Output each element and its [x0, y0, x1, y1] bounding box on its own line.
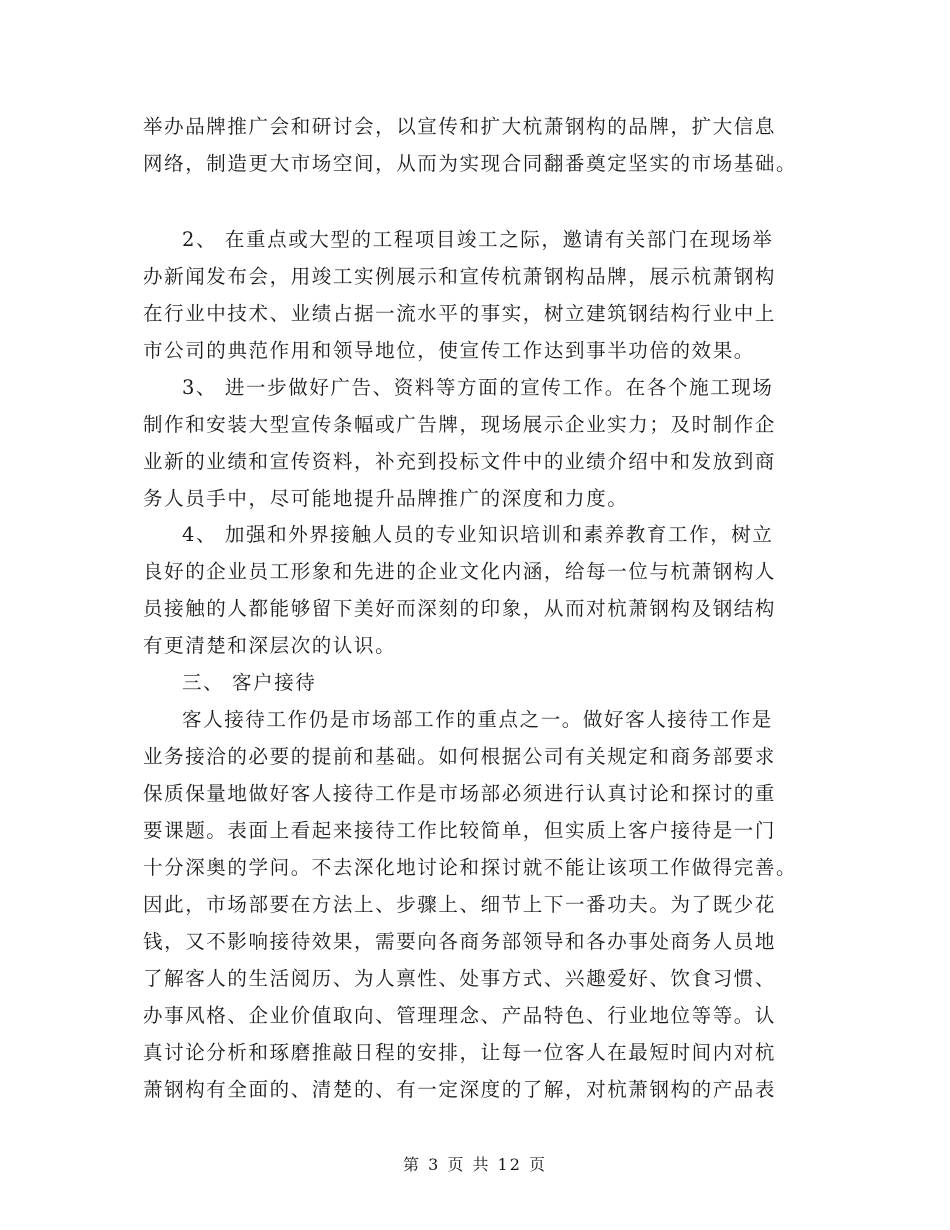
body-line: 业新的业绩和宣传资料，补充到投标文件中的业绩介绍中和发放到商	[143, 450, 777, 473]
body-line: 萧钢构有全面的、清楚的、有一定深度的了解，对杭萧钢构的产品表	[143, 1078, 777, 1101]
body-line: 网络，制造更大市场空间，从而为实现合同翻番奠定坚实的市场基础。	[143, 152, 798, 175]
section-heading: 三、 客户接待	[182, 671, 317, 694]
body-line: 真讨论分析和琢磨推敲日程的安排，让每一位客人在最短时间内对杭	[143, 1041, 777, 1064]
body-line: 市公司的典范作用和领导地位，使宣传工作达到事半功倍的效果。	[143, 339, 755, 362]
body-line: 因此，市场部要在方法上、步骤上、细节上下一番功夫。为了既少花	[143, 893, 777, 916]
body-line: 务人员手中，尽可能地提升品牌推广的深度和力度。	[143, 487, 629, 510]
body-line: 了解客人的生活阅历、为人禀性、处事方式、兴趣爱好、饮食习惯、	[143, 967, 777, 990]
body-line: 举办品牌推广会和研讨会，以宣传和扩大杭萧钢构的品牌，扩大信息	[143, 115, 777, 138]
body-line: 要课题。表面上看起来接待工作比较简单，但实质上客户接待是一门	[143, 819, 777, 842]
body-line: 办新闻发布会，用竣工实例展示和宣传杭萧钢构品牌，展示杭萧钢构	[143, 265, 777, 288]
body-line: 保质保量地做好客人接待工作是市场部必须进行认真讨论和探讨的重	[143, 782, 777, 805]
body-line: 钱，又不影响接待效果，需要向各商务部领导和各办事处商务人员地	[143, 930, 777, 953]
body-line: 在行业中技术、业绩占据一流水平的事实，树立建筑钢结构行业中上	[143, 302, 777, 325]
body-line: 员接触的人都能够留下美好而深刻的印象，从而对杭萧钢构及钢结构	[143, 597, 777, 620]
body-line: 有更清楚和深层次的认识。	[143, 634, 397, 657]
body-line: 办事风格、企业价值取向、管理理念、产品特色、行业地位等等。认	[143, 1004, 777, 1027]
body-line: 客人接待工作仍是市场部工作的重点之一。做好客人接待工作是	[182, 708, 773, 731]
body-line: 4、 加强和外界接触人员的专业知识培训和素养教育工作，树立	[182, 523, 774, 546]
body-line: 业务接洽的必要的提前和基础。如何根据公司有关规定和商务部要求	[143, 745, 777, 768]
body-line: 制作和安装大型宣传条幅或广告牌，现场展示企业实力；及时制作企	[143, 413, 777, 436]
body-line: 3、 进一步做好广告、资料等方面的宣传工作。在各个施工现场	[182, 376, 774, 399]
page-footer: 第 3 页 共 12 页	[403, 1155, 547, 1174]
body-line: 十分深奥的学问。不去深化地讨论和探讨就不能让该项工作做得完善。	[143, 856, 798, 879]
body-line: 2、 在重点或大型的工程项目竣工之际，邀请有关部门在现场举	[182, 228, 774, 251]
body-line: 良好的企业员工形象和先进的企业文化内涵，给每一位与杭萧钢构人	[143, 560, 777, 583]
